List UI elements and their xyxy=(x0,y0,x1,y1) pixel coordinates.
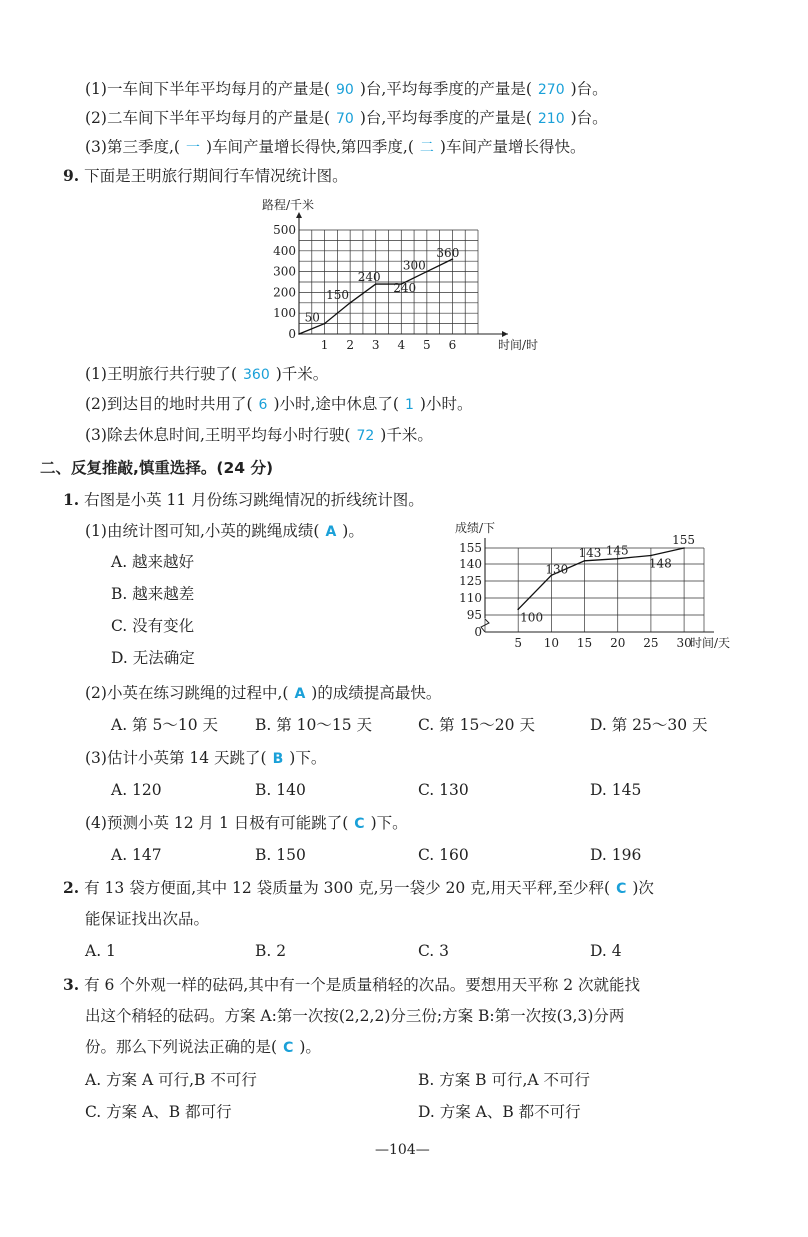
p1-sub-1: (1)由统计图可知,小英的跳绳成绩( A )。 xyxy=(85,522,364,540)
q8-line-1: (1)一车间下半年平均每月的产量是( 90 )台,平均每季度的产量是( 270 )台。 xyxy=(85,80,608,98)
p3-option-b: B. 方案 B 可行,A 不可行 xyxy=(418,1071,591,1089)
q8-answer-2b: 210 xyxy=(537,111,565,127)
x-tick-label: 3 xyxy=(371,338,380,352)
data-point xyxy=(426,271,428,273)
y-tick-label: 110 xyxy=(459,591,482,605)
p1-s4-option-c: C. 160 xyxy=(418,846,469,864)
x-tick-label: 15 xyxy=(576,636,593,650)
p1-s2-option-d: D. 第 25～30 天 xyxy=(590,716,708,734)
p2-answer: C xyxy=(616,881,627,897)
x-tick-label: 20 xyxy=(610,636,626,650)
q9-answer-2a: 6 xyxy=(258,397,268,413)
p1-answer-3: B xyxy=(272,751,284,767)
p1-s2-option-a: A. 第 5～10 天 xyxy=(111,716,218,734)
y-tick-label: 100 xyxy=(273,306,296,321)
data-label: 155 xyxy=(672,533,695,547)
q9-answer-3: 72 xyxy=(356,428,375,444)
x-axis-arrow xyxy=(502,331,508,337)
q9-title: 9. 下面是王明旅行期间行车情况统计图。 xyxy=(63,166,348,185)
x-axis-label: 时间/时 xyxy=(498,338,539,352)
p3-answer: C xyxy=(283,1040,294,1056)
p1-s3-option-a: A. 120 xyxy=(111,781,162,799)
data-label: 240 xyxy=(357,270,381,285)
q9-sub-3: (3)除去休息时间,王明平均每小时行驶( 72 )千米。 xyxy=(85,426,433,444)
p1-title: 1. 右图是小英 11 月份练习跳绳情况的折线统计图。 xyxy=(63,490,424,509)
p2-option-c: C. 3 xyxy=(418,942,450,960)
data-point xyxy=(584,560,586,562)
p1-answer-4: C xyxy=(354,816,365,832)
data-label: 145 xyxy=(605,543,629,558)
q8-answer-2a: 70 xyxy=(336,111,354,127)
q9-sub-1: (1)王明旅行共行驶了( 360 )千米。 xyxy=(85,365,329,383)
q9-answer-2b: 1 xyxy=(404,397,414,413)
p2-line-2: 能保证找出次品。 xyxy=(85,910,210,928)
y-tick-label: 155 xyxy=(459,541,482,555)
q8-answer-1a: 90 xyxy=(336,82,354,98)
data-point xyxy=(617,558,619,560)
travel-distance-chart xyxy=(262,193,562,358)
data-label: 240 xyxy=(393,281,417,296)
data-point xyxy=(517,609,519,611)
p1-sub-2: (2)小英在练习跳绳的过程中,( A )的成绩提高最快。 xyxy=(85,684,442,702)
data-label: 150 xyxy=(326,287,350,302)
p1-s4-option-a: A. 147 xyxy=(111,846,162,864)
p3-line-1: 3. 有 6 个外观一样的砝码,其中有一个是质量稍轻的次品。要想用天平称 2 次就能找 xyxy=(63,975,640,994)
p3-line-3: 份。那么下列说法正确的是( C )。 xyxy=(85,1038,321,1056)
y-tick-label: 400 xyxy=(273,243,296,258)
data-point xyxy=(298,333,300,335)
data-label: 148 xyxy=(648,556,672,571)
page-number: —104— xyxy=(375,1142,430,1158)
p1-s3-option-b: B. 140 xyxy=(255,781,306,799)
x-tick-label: 30 xyxy=(676,636,692,650)
p1-s3-option-c: C. 130 xyxy=(418,781,469,799)
data-label: 300 xyxy=(402,258,426,273)
data-point xyxy=(349,302,351,304)
p3-line-2: 出这个稍轻的砝码。方案 A:第一次按(2,2,2)分三份;方案 B:第一次按(3,3)分两 xyxy=(85,1007,625,1025)
y-axis-label: 路程/千米 xyxy=(262,198,315,212)
p1-sub-4: (4)预测小英 12 月 1 日极有可能跳了( C )下。 xyxy=(85,814,408,832)
y-tick-label: 0 xyxy=(474,625,482,639)
p3-option-a: A. 方案 A 可行,B 不可行 xyxy=(85,1071,257,1089)
q8-answer-1b: 270 xyxy=(537,82,565,98)
data-label: 50 xyxy=(304,310,320,325)
q8-line-2: (2)二车间下半年平均每月的产量是( 70 )台,平均每季度的产量是( 210 )台。 xyxy=(85,109,608,127)
data-label: 100 xyxy=(520,610,544,625)
y-axis-arrow xyxy=(296,212,302,218)
p2-option-b: B. 2 xyxy=(255,942,287,960)
p2-option-d: D. 4 xyxy=(590,942,622,960)
p1-s3-option-d: D. 145 xyxy=(590,781,642,799)
p1-s2-option-b: B. 第 10～15 天 xyxy=(255,716,373,734)
q9-sub-2: (2)到达目的地时共用了( 6 )小时,途中休息了( 1 )小时。 xyxy=(85,395,473,413)
y-tick-label: 0 xyxy=(288,327,296,341)
y-axis-label: 成绩/下 xyxy=(455,521,496,535)
x-tick-label: 4 xyxy=(397,338,406,352)
section-2-title: 二、反复推敲,慎重选择。(24 分) xyxy=(40,459,274,477)
rope-skipping-chart xyxy=(455,518,750,656)
data-label: 360 xyxy=(436,246,460,261)
q9-answer-1: 360 xyxy=(243,367,270,383)
y-tick-label: 140 xyxy=(459,557,482,571)
data-label: 130 xyxy=(545,562,569,577)
y-tick-label: 200 xyxy=(273,285,296,300)
p1-s1-option-a: A. 越来越好 xyxy=(111,553,195,571)
p1-answer-1: A xyxy=(325,524,337,540)
p1-sub-3: (3)估计小英第 14 天跳了( B )下。 xyxy=(85,749,327,767)
x-axis-label: 时间/天 xyxy=(690,636,731,650)
p2-line-1: 2. 有 13 袋方便面,其中 12 袋质量为 300 克,另一袋少 20 克,用天平秤,至少秤( C )次 xyxy=(63,878,654,897)
x-tick-label: 5 xyxy=(423,338,431,352)
q8-answer-3b: 二 xyxy=(419,140,434,156)
x-tick-label: 10 xyxy=(543,636,560,650)
q8-answer-3a: 一 xyxy=(185,140,200,156)
p1-s1-option-d: D. 无法确定 xyxy=(111,649,195,667)
p2-option-a: A. 1 xyxy=(85,942,116,960)
y-tick-label: 300 xyxy=(273,264,296,279)
x-tick-label: 25 xyxy=(643,636,659,650)
p1-s2-option-c: C. 第 15～20 天 xyxy=(418,716,535,734)
p1-s1-option-c: C. 没有变化 xyxy=(111,617,195,635)
p1-s4-option-b: B. 150 xyxy=(255,846,306,864)
data-point xyxy=(324,323,326,325)
x-tick-label: 6 xyxy=(448,338,457,352)
p1-s1-option-b: B. 越来越差 xyxy=(111,585,195,603)
p1-s4-option-d: D. 196 xyxy=(590,846,642,864)
p3-option-c: C. 方案 A、B 都可行 xyxy=(85,1103,232,1121)
data-point xyxy=(683,547,685,549)
x-tick-label: 5 xyxy=(514,636,523,650)
y-tick-label: 500 xyxy=(273,223,296,237)
data-label: 143 xyxy=(578,545,602,560)
x-tick-label: 1 xyxy=(320,338,329,352)
x-tick-label: 2 xyxy=(346,338,354,352)
p3-option-d: D. 方案 A、B 都不可行 xyxy=(418,1103,581,1121)
p1-answer-2: A xyxy=(294,686,306,702)
y-tick-label: 125 xyxy=(459,574,482,588)
y-tick-label: 95 xyxy=(466,608,482,622)
q8-line-3: (3)第三季度,( 一 )车间产量增长得快,第四季度,( 二 )车间产量增长得快。 xyxy=(85,138,586,156)
